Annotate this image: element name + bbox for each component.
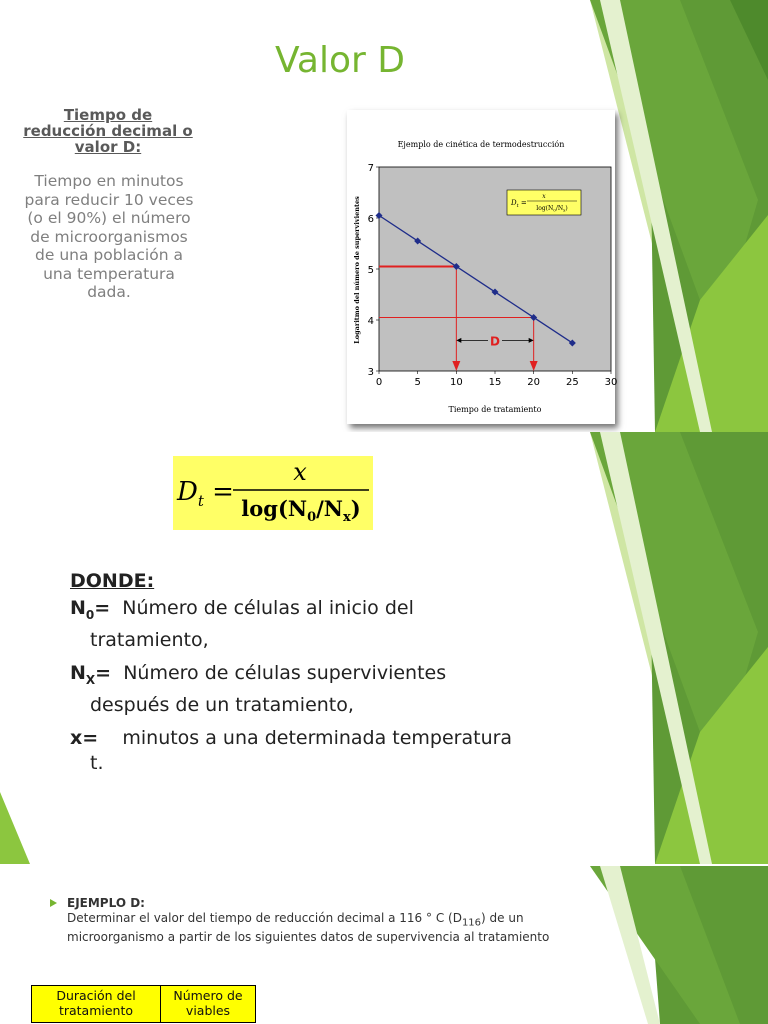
chart-title: Ejemplo de cinética de termodestrucción [397,140,565,149]
def-nx: $N_X=$ Número de células supervivientes después de un tratamiento, [70,661,447,716]
x-tick-label: 15 [488,377,502,388]
x-tick-label: 0 [375,377,383,388]
chart-svg [347,110,618,424]
y-tick-label: 6 [367,214,374,225]
table-header-cell: Número de viables [161,986,256,1023]
svg-text:Dt =: $D_t$ = [177,477,234,510]
y-axis-label: Logaritmo del número de supervivientes [353,196,361,344]
svg-text:Dt =: $D_t$ = [511,199,527,209]
svg-text:x: x [542,193,546,200]
svg-text:log(N0/Nx): $\log(N_0/N_x)$ [536,205,568,213]
donde-label: DONDE: [70,570,155,592]
chart-inset-formula [507,190,581,215]
svg-text:log(N0/Nx): $\log(N_0/N_x)$ [241,496,361,525]
table-header-row [32,986,256,1023]
slide-valor-d [0,0,768,432]
example-block [50,896,550,945]
table-header-cell: Duración del tratamiento [32,986,161,1023]
x-tick-label: 10 [449,377,463,388]
x-tick-label: 20 [527,377,541,388]
d-interval-label: D [490,334,500,349]
example-heading: EJEMPLO D: [50,896,550,911]
x-tick-label: 5 [414,377,421,388]
x-axis-label: Tiempo de tratamiento [448,405,542,414]
donde-list [70,570,530,784]
def-n0: $N_0=$ Número de células al inicio del tratamiento, [70,597,414,651]
y-tick-label: 7 [367,163,374,174]
y-tick-label: 3 [367,367,374,378]
x-tick-label: 25 [565,377,579,388]
def-x: x= minutos a una determinada temperatura t. [70,726,513,774]
slide-title: Valor D [275,40,405,81]
y-tick-label: 4 [367,316,374,327]
svg-text:x: x [293,458,307,486]
survival-data-table [31,985,256,1023]
example-text: Determinar el valor del tiempo de reducción decimal a 116 ° C $(D_{116})$ de un microorganismo a partir de los siguientes datos de supervivencia al tratamiento [67,911,550,945]
definition-body: Tiempo en minutos para reducir 10 veces (o el 90%) el número de microorganismos de una población a una temperatura dada. [24,172,194,301]
definition-heading: Tiempo de reducción decimal o valor D: [23,106,193,156]
y-tick-label: 5 [367,265,374,276]
x-tick-label: 30 [604,377,618,388]
thermal-death-chart [347,110,618,424]
d-value-formula [173,456,373,530]
bullet-triangle-icon [50,899,57,907]
